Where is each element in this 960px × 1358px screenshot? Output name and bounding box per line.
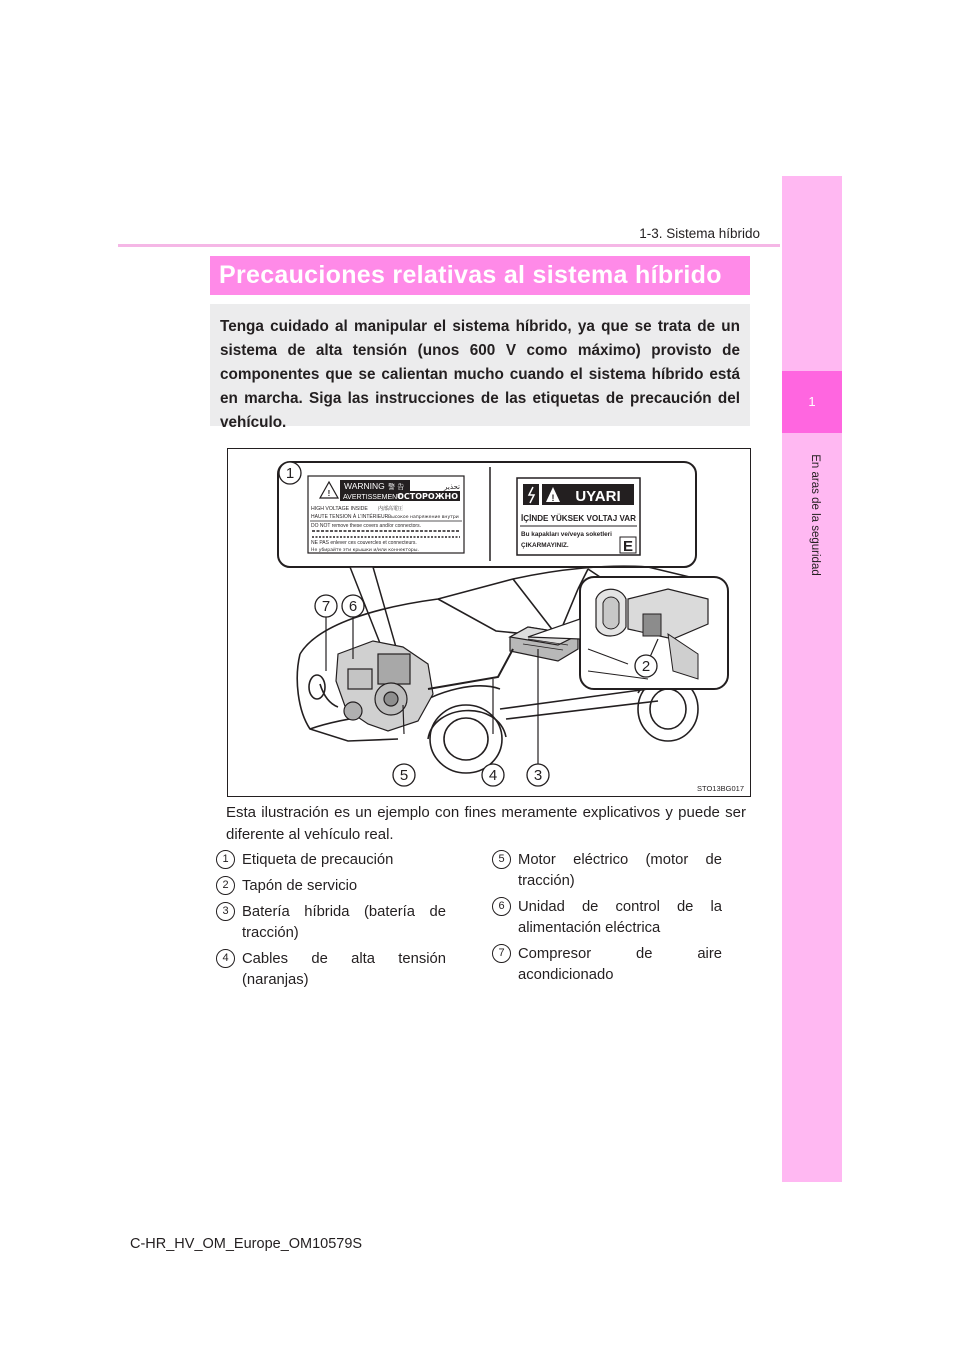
- callout-1: [279, 462, 301, 484]
- side-tab-number[interactable]: 1: [782, 371, 842, 433]
- label-e: E: [622, 538, 634, 555]
- svg-text:5: 5: [399, 767, 409, 784]
- legend-number: 5: [492, 850, 511, 869]
- legend-item: [492, 850, 722, 892]
- footer-document-code: C-HR_HV_OM_Europe_OM10579S: [130, 1236, 363, 1252]
- callout-6: [342, 595, 364, 617]
- label-high-voltage: HIGH VOLTAGE INSIDE: [311, 506, 368, 512]
- callout-2: [635, 655, 657, 677]
- legend-label: Tapón de servicio: [242, 878, 358, 894]
- label-high-voltage-cn: 内部高電圧: [378, 506, 404, 512]
- callout-3: [527, 764, 549, 786]
- warning-label-left: [308, 476, 464, 553]
- legend-item: [216, 902, 446, 944]
- side-tab: [782, 176, 842, 1182]
- label-russian-hv: Высокое напряжение внутри: [388, 515, 459, 520]
- svg-text:4: 4: [488, 767, 498, 784]
- legend-label: Compresor de aire acondicionado: [518, 946, 722, 983]
- legend-item: [216, 949, 446, 991]
- warning-label-right: [517, 478, 640, 555]
- svg-text:3: 3: [533, 767, 543, 784]
- illustration-code: STO13BG017: [697, 784, 744, 793]
- svg-text:1: 1: [285, 465, 295, 482]
- legend-number: 2: [216, 876, 235, 895]
- legend-label: Motor eléctrico (motor de tracción): [518, 852, 722, 889]
- section-title: Precauciones relativas al sistema híbrido: [210, 256, 750, 295]
- engine-assembly: [336, 641, 433, 731]
- label-ne-pas: NE PAS enlever ces couvercles et connecteurs.: [311, 540, 417, 546]
- label-haute-tension: HAUTE TENSION À L'INTÉRIEUR: [311, 514, 389, 520]
- legend-item: [492, 944, 722, 986]
- legend-number: 1: [216, 850, 235, 869]
- label-warning-jp: 警 告: [388, 483, 405, 491]
- legend-number: 7: [492, 944, 511, 963]
- legend-number: 6: [492, 897, 511, 916]
- header-section-title: 1-3. Sistema híbrido: [639, 226, 760, 241]
- high-voltage-cable: [428, 649, 513, 689]
- illustration-svg: [228, 449, 750, 796]
- label-warning-text: WARNING: [344, 481, 385, 491]
- svg-text:!: !: [327, 489, 331, 498]
- label-cikarmayiniz: ÇIKARMAYINIZ.: [521, 542, 569, 549]
- legend-list-right: [492, 850, 722, 991]
- legend-number: 4: [216, 949, 235, 968]
- svg-text:!: !: [551, 493, 555, 503]
- label-avertissement: AVERTISSEMENT: [343, 494, 402, 501]
- header-divider: [118, 244, 780, 247]
- callout-5: [393, 764, 415, 786]
- label-russian: ОСТОРОЖНО: [397, 492, 458, 501]
- legend-label: Cables de alta tensión (naranjas): [242, 951, 446, 988]
- intro-text: Tenga cuidado al manipular el sistema híbrido, ya que se trata de un sistema de alta tensión (unos 600 V como máximo) provisto de componentes que se calientan mucho cuando el sistema híbrido está en marcha. Siga las instrucciones de las etiquetas de precaución del vehículo.: [220, 318, 740, 431]
- legend-label: Unidad de control de la alimentación eléctrica: [518, 899, 722, 936]
- legend-item: [216, 850, 446, 871]
- legend-label: Batería híbrida (batería de tracción): [242, 904, 446, 941]
- legend-number: 3: [216, 902, 235, 921]
- svg-text:2: 2: [641, 658, 651, 675]
- label-russian-2: Не убирайте эти крышки и/или коннекторы.: [311, 548, 419, 553]
- legend-item: [492, 897, 722, 939]
- illustration-caption: Esta ilustración es un ejemplo con fines meramente explicativos y puede ser diferente al vehículo real.: [226, 804, 746, 843]
- legend-list-left: [216, 850, 446, 996]
- callout-7: [315, 595, 337, 617]
- side-tab-title: En aras de la seguridad: [809, 454, 821, 576]
- svg-text:7: 7: [321, 598, 331, 615]
- svg-text:6: 6: [348, 598, 358, 615]
- legend-item: [216, 876, 446, 897]
- label-icinde: İÇİNDE YÜKSEK VOLTAJ VAR: [521, 514, 638, 523]
- legend-label: Etiqueta de precaución: [242, 852, 394, 868]
- label-warning-arabic: تحذير: [444, 483, 460, 491]
- label-do-not: DO NOT remove these covers and/or connectors.: [311, 523, 421, 529]
- callout-4: [482, 764, 504, 786]
- label-uyari: UYARI: [575, 488, 621, 505]
- label-bu: Bu kapakları ve/veya soketleri: [521, 531, 612, 538]
- hybrid-system-illustration: [227, 448, 751, 797]
